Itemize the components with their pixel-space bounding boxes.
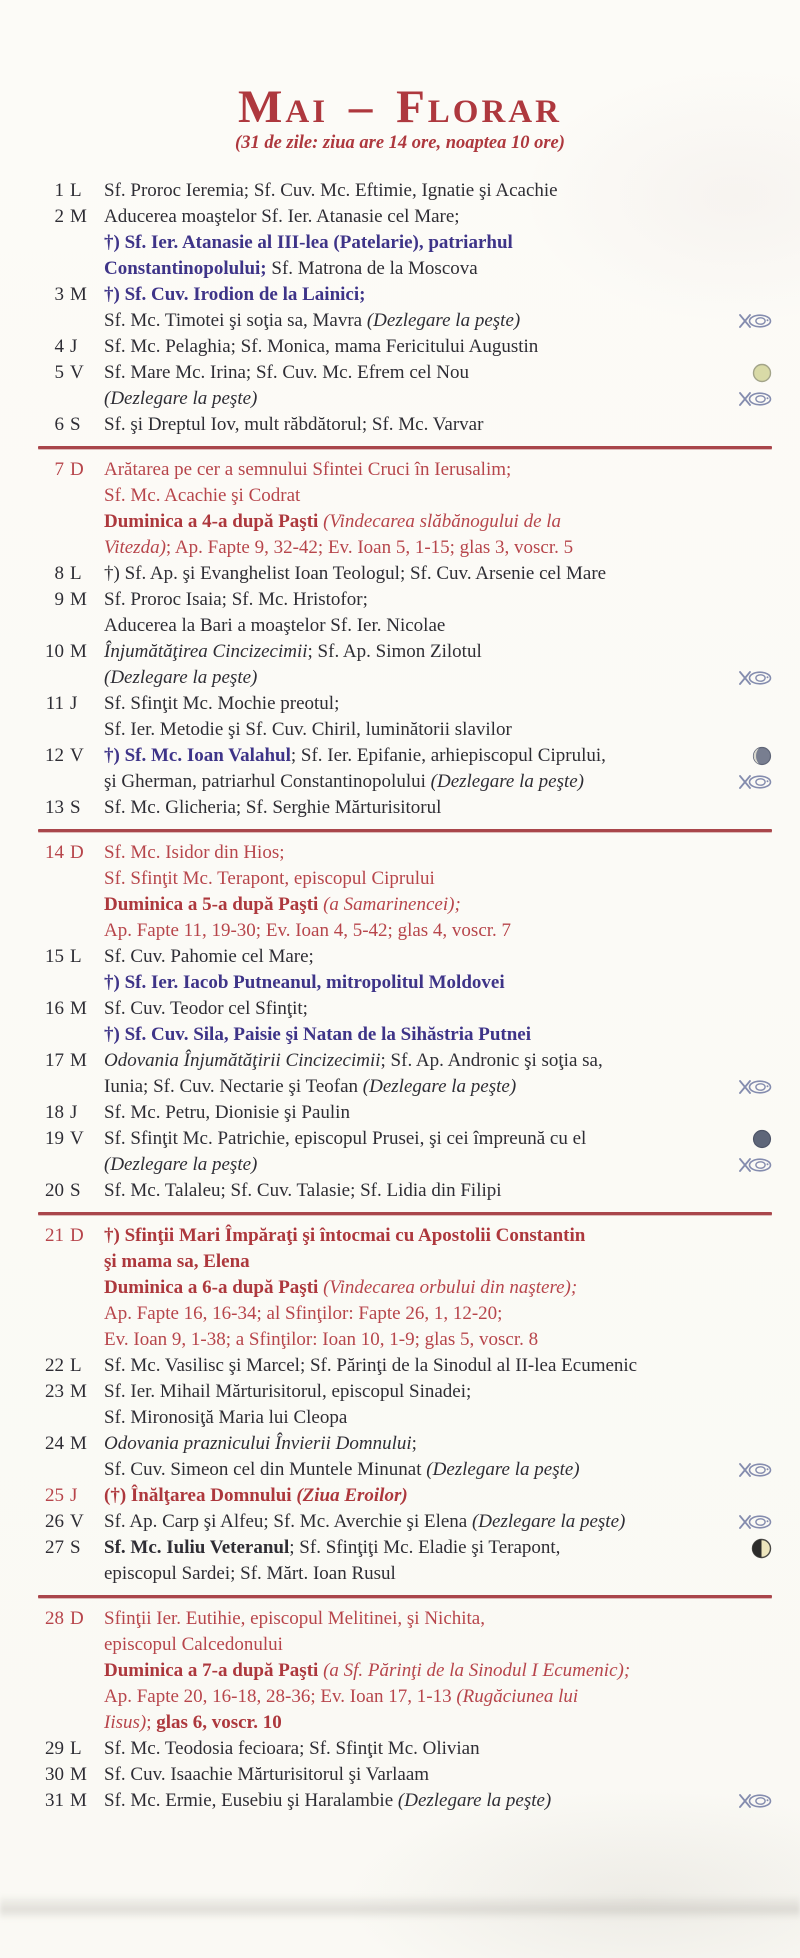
- day-number: 25: [45, 1485, 64, 1506]
- entry-text: Sf. Cuv. Simeon cel din Muntele Minunat: [104, 1459, 427, 1480]
- day-entry-line: [104, 1301, 772, 1327]
- fish-icon: [731, 1462, 772, 1478]
- calendar-day-row: [38, 1736, 772, 1762]
- fish-icon: [731, 670, 772, 686]
- day-entry-line: [104, 1048, 772, 1074]
- day-of-week: M: [70, 206, 87, 227]
- calendar-day-row: [38, 1535, 772, 1587]
- entry-text: Duminica a 5-a după Paşti: [104, 894, 324, 915]
- day-number: 20: [45, 1180, 64, 1201]
- sunday-separator: [38, 1595, 772, 1598]
- entry-text: †) Sfinţii Mari Împăraţi şi întocmai cu Apostolii Constantin: [104, 1225, 586, 1246]
- entry-text: Sf. Sfinţit Mc. Terapont, episcopul Ciprului: [104, 868, 435, 889]
- fish-icon: [731, 1157, 772, 1173]
- day-entry-line: [104, 412, 772, 438]
- day-label: [38, 1048, 104, 1074]
- calendar-day-row: [38, 795, 772, 821]
- day-number: 6: [54, 414, 64, 435]
- day-number: 24: [45, 1433, 64, 1454]
- entry-text: Sfinţii Ier. Eutihie, episcopul Melitinei, şi Nichita,: [104, 1608, 485, 1629]
- calendar-day-row: [38, 840, 772, 944]
- day-entry-line: [104, 256, 772, 282]
- day-entry-line: [104, 1762, 772, 1788]
- calendar-day-row: [38, 282, 772, 334]
- day-number: 31: [45, 1790, 64, 1811]
- day-of-week: M: [70, 641, 87, 662]
- entry-text: ;: [146, 1712, 157, 1733]
- fish-icon: [731, 391, 772, 407]
- entry-text: Iisus): [104, 1712, 147, 1733]
- sunday-separator: [38, 1212, 772, 1215]
- day-of-week: V: [70, 362, 84, 383]
- day-of-week: J: [70, 1485, 78, 1506]
- day-label: [38, 996, 104, 1022]
- fish-icon: [731, 1514, 772, 1530]
- day-entry-line: [104, 613, 772, 639]
- day-label: [38, 944, 104, 970]
- day-entry-line: [104, 691, 772, 717]
- day-entry-line: [104, 996, 772, 1022]
- day-number: 30: [45, 1764, 64, 1785]
- day-entry-line: [104, 639, 772, 665]
- day-number: 4: [54, 336, 64, 357]
- fish-icon: [731, 774, 772, 790]
- entry-text: Sf. Matrona de la Moscova: [266, 258, 478, 279]
- entry-text: Sf. Mc. Teodosia fecioara; Sf. Sfinţit Mc. Olivian: [104, 1738, 480, 1759]
- entry-text: Sf. Mc. Pelaghia; Sf. Monica, mama Fericitului Augustin: [104, 336, 539, 357]
- calendar-day-row: [38, 1353, 772, 1379]
- day-number: 19: [45, 1128, 64, 1149]
- day-number: 28: [45, 1608, 64, 1629]
- entry-text: Duminica a 6-a după Paşti: [104, 1277, 324, 1298]
- day-label: [38, 1788, 104, 1814]
- day-of-week: J: [70, 336, 78, 357]
- day-label: [38, 178, 104, 204]
- calendar-day-row: [38, 1483, 772, 1509]
- day-number: 3: [54, 284, 64, 305]
- fish-icon: [731, 1079, 772, 1095]
- entry-text: †) Sf. Ap. şi Evanghelist Ioan Teologul; Sf. Cuv. Arsenie cel Mare: [104, 563, 607, 584]
- calendar-day-row: [38, 360, 772, 412]
- calendar-day-row: [38, 457, 772, 561]
- first-quarter-moon-icon: [743, 1538, 772, 1559]
- entry-text: Sf. Mc. Petru, Dionisie şi Paulin: [104, 1102, 350, 1123]
- entry-text: (Dezlegare la peşte): [397, 1790, 552, 1811]
- entry-text: Odovania praznicului Învierii Domnului: [104, 1433, 412, 1454]
- entry-text: Sf. şi Dreptul Iov, mult răbdătorul; Sf. Mc. Varvar: [104, 414, 484, 435]
- calendar-day-row: [38, 1178, 772, 1204]
- day-entry-line: [104, 561, 772, 587]
- day-number: 17: [45, 1050, 64, 1071]
- day-number: 27: [45, 1537, 64, 1558]
- entry-text: (Dezlegare la peşte): [471, 1511, 626, 1532]
- entry-text: glas 6, voscr. 10: [156, 1712, 282, 1733]
- calendar-day-row: [38, 1431, 772, 1483]
- day-entry-line: [104, 1606, 772, 1632]
- month-title: Mai – Florar: [238, 81, 562, 133]
- entry-text: Sf. Mc. Ermie, Eusebiu şi Haralambie: [104, 1790, 398, 1811]
- entry-text: Sf. Ier. Metodie şi Sf. Cuv. Chiril, luminătorii slavilor: [104, 719, 512, 740]
- day-entry-line: [104, 457, 772, 483]
- day-number: 12: [45, 745, 64, 766]
- entry-text: Înjumătăţirea Cincizecimii: [104, 641, 308, 662]
- day-entry-line: [104, 230, 772, 256]
- day-number: 18: [45, 1102, 64, 1123]
- fish-icon: [731, 1793, 772, 1809]
- entry-text: şi mama sa, Elena: [104, 1251, 250, 1272]
- day-label: [38, 691, 104, 717]
- entry-text: †) Sf. Cuv. Irodion de la Lainici;: [104, 284, 366, 305]
- day-entry-line: [104, 308, 772, 334]
- day-of-week: L: [70, 1738, 82, 1759]
- day-entry-line: [104, 1509, 772, 1535]
- day-entry-line: [104, 1632, 772, 1658]
- calendar-day-row: [38, 1762, 772, 1788]
- day-number: 29: [45, 1738, 64, 1759]
- day-of-week: M: [70, 998, 87, 1019]
- day-entry-line: [104, 918, 772, 944]
- day-of-week: V: [70, 1511, 84, 1532]
- entry-text: Ap. Fapte 16, 16-34; al Sfinţilor: Fapte 26, 1, 12-20;: [104, 1303, 503, 1324]
- calendar-list: [38, 178, 772, 1814]
- entry-text: ; Ap. Fapte 9, 32-42; Ev. Ioan 5, 1-15; glas 3, voscr. 5: [165, 537, 574, 558]
- day-entry-line: [104, 509, 772, 535]
- entry-text: Vitezda): [104, 537, 166, 558]
- day-label: [38, 412, 104, 438]
- day-of-week: S: [70, 414, 81, 435]
- entry-text: Sf. Cuv. Isaachie Mărturisitorul şi Varlaam: [104, 1764, 430, 1785]
- day-label: [38, 1762, 104, 1788]
- entry-text: (Ziua Eroilor): [296, 1485, 408, 1506]
- entry-text: Ap. Fapte 11, 19-30; Ev. Ioan 4, 5-42; glas 4, voscr. 7: [104, 920, 512, 941]
- sunday-separator: [38, 446, 772, 449]
- calendar-day-row: [38, 639, 772, 691]
- entry-text: Sf. Mc. Talaleu; Sf. Cuv. Talasie; Sf. Lidia din Filipi: [104, 1180, 502, 1201]
- entry-text: ; Sf. Ier. Epifanie, arhiepiscopul Ciprului,: [290, 745, 606, 766]
- entry-text: Iunia; Sf. Cuv. Nectarie şi Teofan: [104, 1076, 363, 1097]
- day-entry-line: [104, 1074, 772, 1100]
- day-label: [38, 1606, 104, 1632]
- day-entry-line: [104, 204, 772, 230]
- day-label: [38, 334, 104, 360]
- calendar-day-row: [38, 743, 772, 795]
- day-entry-line: [104, 334, 772, 360]
- entry-text: Sf. Sfinţit Mc. Patrichie, episcopul Prusei, şi cei împreună cu el: [104, 1128, 587, 1149]
- day-of-week: V: [70, 745, 84, 766]
- calendar-day-row: [38, 412, 772, 438]
- day-entry-line: [104, 1788, 772, 1814]
- day-entry-line: [104, 1684, 772, 1710]
- day-entry-line: [104, 1178, 772, 1204]
- entry-text: (Vindecarea orbului din naştere);: [323, 1277, 578, 1298]
- calendar-day-row: [38, 1509, 772, 1535]
- last-quarter-moon-icon: [744, 746, 772, 766]
- entry-text: ; Sf. Sfinţiţi Mc. Eladie şi Terapont,: [289, 1537, 561, 1558]
- entry-text: Sf. Mc. Vasilisc şi Marcel; Sf. Părinţi de la Sinodul al II-lea Ecumenic: [104, 1355, 638, 1376]
- page-bottom-shadow: [0, 1894, 800, 1920]
- day-number: 26: [45, 1511, 64, 1532]
- entry-text: (a Sf. Părinţi de la Sinodul I Ecumenic);: [323, 1660, 631, 1681]
- entry-text: †) Sf. Ier. Iacob Putneanul, mitropolitul Moldovei: [104, 972, 505, 993]
- day-entry-line: [104, 1379, 772, 1405]
- day-entry-line: [104, 1249, 772, 1275]
- entry-text: Sf. Ier. Mihail Mărturisitorul, episcopul Sinadei;: [104, 1381, 472, 1402]
- day-number: 2: [54, 206, 64, 227]
- day-entry-line: [104, 1561, 772, 1587]
- day-of-week: M: [70, 1381, 87, 1402]
- entry-text: Sf. Mc. Timotei şi soţia sa, Mavra: [104, 310, 367, 331]
- entry-text: Sf. Proroc Isaia; Sf. Mc. Hristofor;: [104, 589, 368, 610]
- day-number: 16: [45, 998, 64, 1019]
- day-of-week: V: [70, 1128, 84, 1149]
- calendar-day-row: [38, 178, 772, 204]
- entry-text: Sf. Sfinţit Mc. Mochie preotul;: [104, 693, 340, 714]
- day-number: 14: [45, 842, 64, 863]
- calendar-day-row: [38, 587, 772, 639]
- day-entry-line: [104, 840, 772, 866]
- calendar-day-row: [38, 204, 772, 282]
- new-moon-icon: [744, 1129, 772, 1149]
- day-number: 10: [45, 641, 64, 662]
- day-number: 7: [54, 459, 64, 480]
- day-label: [38, 840, 104, 866]
- entry-text: †) Sf. Ier. Atanasie al III-lea (Patelarie), patriarhul: [104, 232, 513, 253]
- entry-text: (a Samarinencei);: [323, 894, 461, 915]
- entry-text: Sf. Mare Mc. Irina; Sf. Cuv. Mc. Efrem cel Nou: [104, 362, 469, 383]
- entry-text: episcopul Sardei; Sf. Mărt. Ioan Rusul: [104, 1563, 396, 1584]
- day-label: [38, 282, 104, 308]
- entry-text: (Dezlegare la peşte): [104, 667, 258, 688]
- entry-text: (Dezlegare la peşte): [430, 771, 585, 792]
- day-label: [38, 1535, 104, 1561]
- day-of-week: M: [70, 1050, 87, 1071]
- day-number: 5: [54, 362, 64, 383]
- entry-text: Odovania Înjumătăţirii Cincizecimii: [104, 1050, 381, 1071]
- day-entry-line: [104, 866, 772, 892]
- day-of-week: L: [70, 563, 82, 584]
- day-entry-line: [104, 535, 772, 561]
- entry-text: Constantinopolului;: [104, 258, 267, 279]
- calendar-day-row: [38, 996, 772, 1048]
- entry-text: (†) Înălţarea Domnului: [104, 1485, 297, 1506]
- day-label: [38, 587, 104, 613]
- calendar-day-row: [38, 1100, 772, 1126]
- entry-text: Duminica a 7-a după Paşti: [104, 1660, 324, 1681]
- day-entry-line: [104, 1022, 772, 1048]
- entry-text: episcopul Calcedonului: [104, 1634, 283, 1655]
- day-entry-line: [104, 1483, 772, 1509]
- day-entry-line: [104, 769, 772, 795]
- calendar-day-row: [38, 561, 772, 587]
- calendar-day-row: [38, 1048, 772, 1100]
- day-entry-line: [104, 360, 772, 386]
- entry-text: Sf. Cuv. Teodor cel Sfinţit;: [104, 998, 308, 1019]
- day-entry-line: [104, 717, 772, 743]
- calendar-day-row: [38, 334, 772, 360]
- day-of-week: J: [70, 693, 78, 714]
- calendar-day-row: [38, 1223, 772, 1353]
- day-label: [38, 743, 104, 769]
- calendar-day-row: [38, 1379, 772, 1431]
- entry-text: ;: [411, 1433, 417, 1454]
- calendar-day-row: [38, 1126, 772, 1178]
- day-number: 1: [54, 180, 64, 201]
- day-entry-line: [104, 892, 772, 918]
- day-entry-line: [104, 795, 772, 821]
- day-number: 13: [45, 797, 64, 818]
- day-label: [38, 1223, 104, 1249]
- day-number: 23: [45, 1381, 64, 1402]
- entry-text: (Vindecarea slăbănogului de la: [323, 511, 562, 532]
- day-entry-line: [104, 587, 772, 613]
- entry-text: Sf. Ap. Carp şi Alfeu; Sf. Mc. Averchie şi Elena: [104, 1511, 472, 1532]
- day-label: [38, 1379, 104, 1405]
- day-entry-line: [104, 1152, 772, 1178]
- day-entry-line: [104, 1223, 772, 1249]
- day-entry-line: [104, 386, 772, 412]
- entry-text: Duminica a 4-a după Paşti: [104, 511, 324, 532]
- day-of-week: M: [70, 1764, 87, 1785]
- entry-text: Sf. Cuv. Pahomie cel Mare;: [104, 946, 314, 967]
- day-entry-line: [104, 970, 772, 996]
- day-of-week: M: [70, 1433, 87, 1454]
- day-label: [38, 360, 104, 386]
- day-label: [38, 795, 104, 821]
- calendar-day-row: [38, 1788, 772, 1814]
- entry-text: †) Sf. Mc. Ioan Valahul: [104, 745, 291, 766]
- entry-text: (Rugăciunea lui: [456, 1686, 579, 1707]
- day-of-week: L: [70, 946, 82, 967]
- day-entry-line: [104, 1431, 772, 1457]
- calendar-day-row: [38, 691, 772, 743]
- calendar-day-row: [38, 944, 772, 996]
- entry-text: Ap. Fapte 20, 16-18, 28-36; Ev. Ioan 17, 1-13: [104, 1686, 457, 1707]
- entry-text: Sf. Mc. Acachie şi Codrat: [104, 485, 301, 506]
- entry-text: Sf. Mc. Glicheria; Sf. Serghie Mărturisitorul: [104, 797, 442, 818]
- fish-icon: [731, 313, 772, 329]
- day-label: [38, 1126, 104, 1152]
- sunday-separator: [38, 829, 772, 832]
- entry-text: Sf. Proroc Ieremia; Sf. Cuv. Mc. Eftimie, Ignatie şi Acachie: [104, 180, 558, 201]
- day-of-week: S: [70, 1537, 81, 1558]
- day-entry-line: [104, 1710, 772, 1736]
- day-number: 8: [54, 563, 64, 584]
- day-of-week: M: [70, 589, 87, 610]
- day-entry-line: [104, 1736, 772, 1762]
- day-of-week: L: [70, 180, 82, 201]
- day-entry-line: [104, 1457, 772, 1483]
- day-number: 15: [45, 946, 64, 967]
- entry-text: Aducerea moaştelor Sf. Ier. Atanasie cel Mare;: [104, 206, 460, 227]
- day-label: [38, 1431, 104, 1457]
- day-entry-line: [104, 1275, 772, 1301]
- day-of-week: D: [70, 459, 84, 480]
- day-label: [38, 1483, 104, 1509]
- full-moon-icon: [744, 363, 772, 383]
- day-entry-line: [104, 665, 772, 691]
- entry-text: Sf. Mc. Isidor din Hios;: [104, 842, 285, 863]
- entry-text: (Dezlegare la peşte): [104, 1154, 258, 1175]
- day-entry-line: [104, 944, 772, 970]
- month-subtitle: (31 de zile: ziua are 14 ore, noaptea 10 ore): [235, 133, 565, 153]
- day-entry-line: [104, 483, 772, 509]
- entry-text: (Dezlegare la peşte): [366, 310, 521, 331]
- day-entry-line: [104, 178, 772, 204]
- entry-text: şi Gherman, patriarhul Constantinopolului: [104, 771, 431, 792]
- day-of-week: S: [70, 797, 81, 818]
- day-entry-line: [104, 1535, 772, 1561]
- day-number: 9: [54, 589, 64, 610]
- day-entry-line: [104, 1100, 772, 1126]
- entry-text: †) Sf. Cuv. Sila, Paisie şi Natan de la Sihăstria Putnei: [104, 1024, 532, 1045]
- day-of-week: S: [70, 1180, 81, 1201]
- day-of-week: J: [70, 1102, 78, 1123]
- day-entry-line: [104, 1658, 772, 1684]
- day-label: [38, 1353, 104, 1379]
- entry-text: ; Sf. Ap. Simon Zilotul: [307, 641, 482, 662]
- day-number: 22: [45, 1355, 64, 1376]
- day-number: 11: [45, 693, 64, 714]
- entry-text: (Dezlegare la peşte): [104, 388, 258, 409]
- day-label: [38, 1178, 104, 1204]
- day-entry-line: [104, 1353, 772, 1379]
- entry-text: (Dezlegare la peşte): [426, 1459, 580, 1480]
- day-of-week: D: [70, 842, 84, 863]
- entry-text: Aducerea la Bari a moaştelor Sf. Ier. Nicolae: [104, 615, 446, 636]
- day-of-week: M: [70, 284, 87, 305]
- entry-text: Sf. Mc. Iuliu Veteranul: [104, 1537, 290, 1558]
- day-label: [38, 1736, 104, 1762]
- entry-text: Sf. Mironosiţă Maria lui Cleopa: [104, 1407, 348, 1428]
- day-of-week: D: [70, 1608, 84, 1629]
- day-of-week: D: [70, 1225, 84, 1246]
- day-label: [38, 457, 104, 483]
- day-entry-line: [104, 743, 772, 769]
- entry-text: ; Sf. Ap. Andronic şi soţia sa,: [380, 1050, 603, 1071]
- day-label: [38, 639, 104, 665]
- day-label: [38, 561, 104, 587]
- day-of-week: M: [70, 1790, 87, 1811]
- day-of-week: L: [70, 1355, 82, 1376]
- entry-text: (Dezlegare la peşte): [362, 1076, 517, 1097]
- calendar-day-row: [38, 1606, 772, 1736]
- day-entry-line: [104, 1327, 772, 1353]
- day-label: [38, 1100, 104, 1126]
- day-entry-line: [104, 282, 772, 308]
- day-entry-line: [104, 1126, 772, 1152]
- entry-text: Arătarea pe cer a semnului Sfintei Cruci în Ierusalim;: [104, 459, 512, 480]
- entry-text: Ev. Ioan 9, 1-38; a Sfinţilor: Ioan 10, 1-9; glas 5, voscr. 8: [104, 1329, 539, 1350]
- day-number: 21: [45, 1225, 64, 1246]
- day-label: [38, 204, 104, 230]
- day-entry-line: [104, 1405, 772, 1431]
- day-label: [38, 1509, 104, 1535]
